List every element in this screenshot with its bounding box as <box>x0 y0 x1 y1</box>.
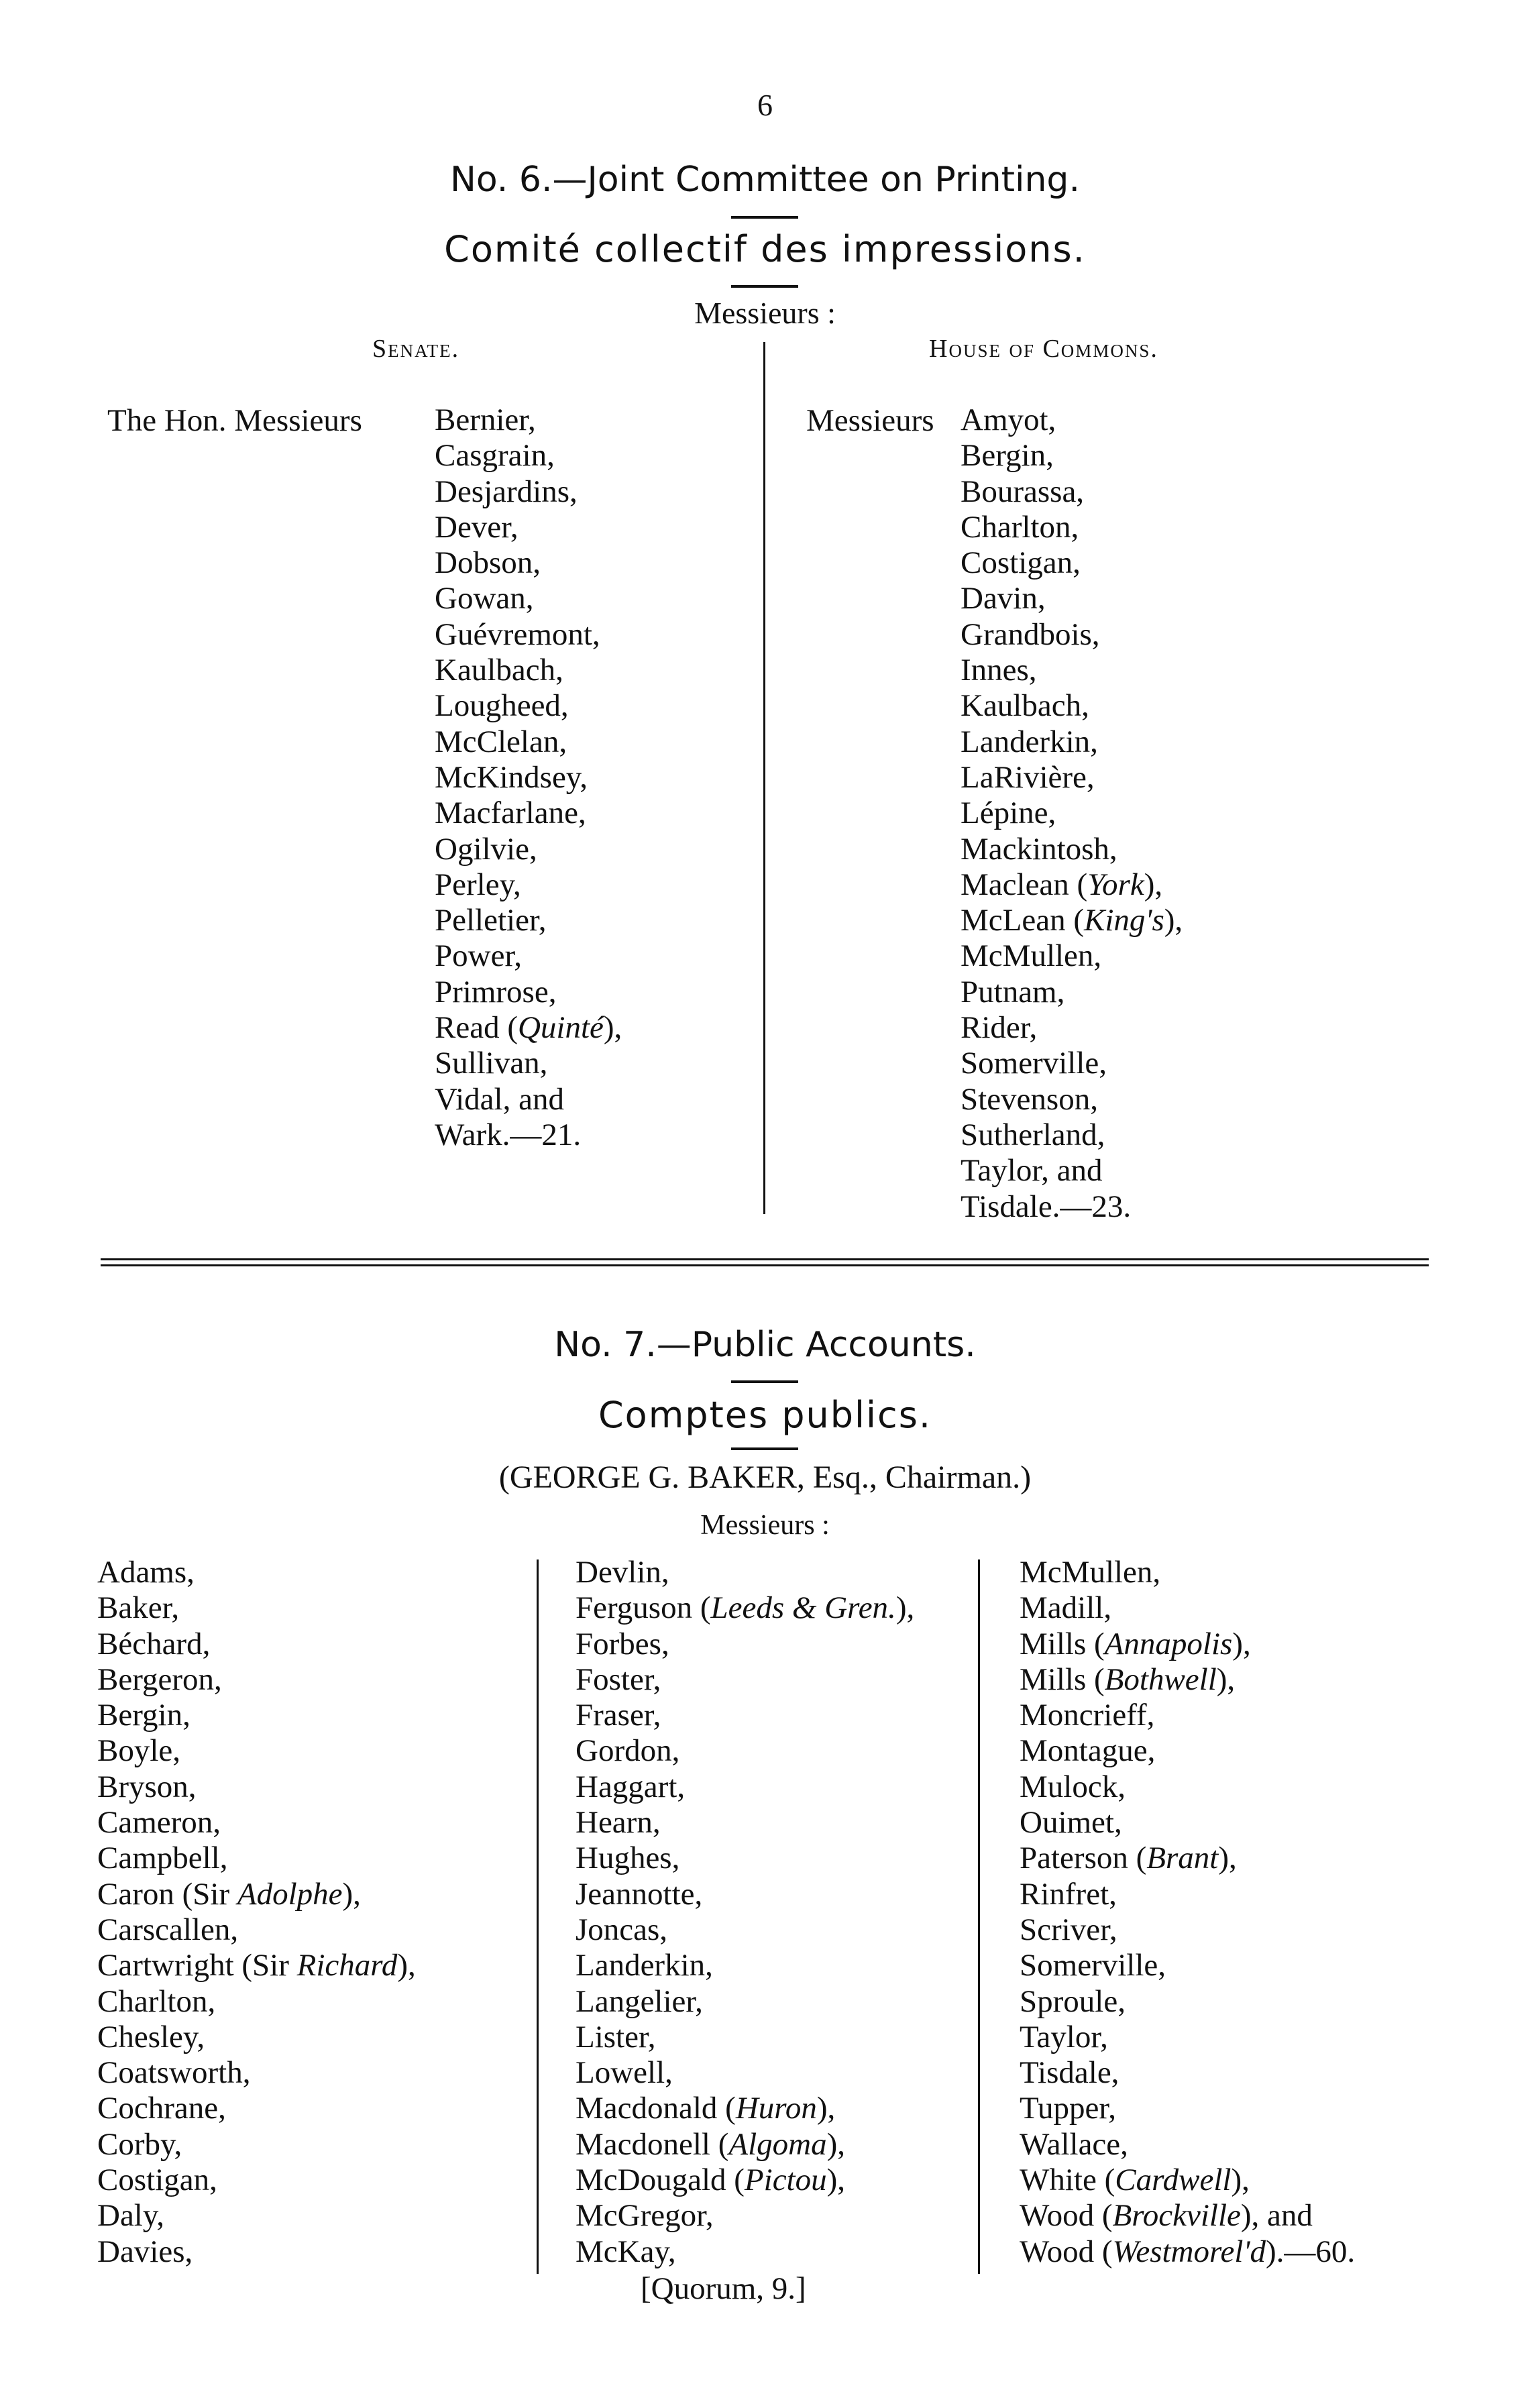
member-name: Read (Quinté), <box>435 1010 622 1046</box>
member-name: Bernier, <box>435 402 536 437</box>
member-name: Mills (Bothwell), <box>1020 1661 1236 1697</box>
member-name: Devlin, <box>576 1555 669 1590</box>
column-divider <box>537 1559 539 2274</box>
member-name: Mackintosh, <box>961 831 1117 867</box>
member-name: Langelier, <box>576 1983 703 2019</box>
committee-7-chairman: (GEORGE G. BAKER, Esq., Chairman.) <box>498 1460 1032 1495</box>
committee-6-subtitle: Comité collectif des impressions. <box>444 228 1086 270</box>
member-name: Charlton, <box>961 509 1079 545</box>
member-name: Rider, <box>961 1010 1038 1046</box>
member-name: Davin, <box>961 581 1046 616</box>
title-divider <box>731 216 798 219</box>
member-name: Jeannotte, <box>576 1876 703 1912</box>
member-name: Macfarlane, <box>435 796 586 831</box>
member-name: Paterson (Brant), <box>1020 1841 1237 1876</box>
member-name: Taylor, and <box>961 1153 1103 1189</box>
committee-6-messieurs: Messieurs : <box>694 296 836 330</box>
member-name: Desjardins, <box>435 474 578 509</box>
commons-heading: House of Commons. <box>929 335 1158 363</box>
member-name: White (Cardwell), <box>1020 2163 1250 2198</box>
member-name: Primrose, <box>435 974 557 1009</box>
committee-7-messieurs: Messieurs : <box>700 1510 830 1541</box>
member-name: McKay, <box>576 2234 676 2269</box>
member-name: Fraser, <box>576 1698 661 1733</box>
member-name: Dever, <box>435 509 518 545</box>
member-name: Caron (Sir Adolphe), <box>97 1876 361 1912</box>
senate-heading: Senate. <box>372 335 460 363</box>
member-name: McMullen, <box>961 938 1102 974</box>
title-divider <box>731 1380 798 1383</box>
member-name: Vidal, and <box>435 1081 564 1117</box>
member-name: Macdonell (Algoma), <box>576 2126 846 2162</box>
member-name: Wood (Westmorel'd).—60. <box>1020 2234 1356 2269</box>
member-name: Chesley, <box>97 2019 205 2055</box>
member-name: Carscallen, <box>97 1912 239 1947</box>
member-name: Lépine, <box>961 796 1056 831</box>
member-name: Maclean (York), <box>961 867 1163 902</box>
member-name: McMullen, <box>1020 1555 1161 1590</box>
member-name: Sullivan, <box>435 1046 548 1081</box>
member-name: Rinfret, <box>1020 1876 1117 1912</box>
commons-prefix: Messieurs <box>806 403 934 438</box>
member-name: Guévremont, <box>435 616 600 652</box>
member-name: Landerkin, <box>961 724 1098 759</box>
member-name: Hughes, <box>576 1841 680 1876</box>
committee-7-subtitle: Comptes publics. <box>598 1394 932 1436</box>
member-name: Innes, <box>961 653 1037 688</box>
member-name: LaRivière, <box>961 759 1095 795</box>
member-name: Adams, <box>97 1555 195 1590</box>
member-name: Wood (Brockville), and <box>1020 2198 1313 2234</box>
member-name: Pelletier, <box>435 903 547 938</box>
member-name: Joncas, <box>576 1912 668 1947</box>
senate-prefix: The Hon. Messieurs <box>107 403 362 438</box>
member-name: Forbes, <box>576 1626 669 1661</box>
member-name: Macdonald (Huron), <box>576 2091 836 2126</box>
column-divider <box>763 342 765 1214</box>
committee-7-title: No. 7.—Public Accounts. <box>554 1325 976 1365</box>
member-name: Stevenson, <box>961 1081 1098 1117</box>
member-name: McLean (King's), <box>961 903 1183 938</box>
member-name: Casgrain, <box>435 438 555 474</box>
member-name: Lowell, <box>576 2055 673 2091</box>
senate-member-list <box>435 402 622 1153</box>
member-name: Bergin, <box>97 1698 190 1733</box>
subtitle-divider <box>731 285 798 288</box>
member-name: McClelan, <box>435 724 567 759</box>
member-name: Cameron, <box>97 1805 221 1841</box>
member-name: Power, <box>435 938 522 974</box>
member-name: Amyot, <box>961 402 1056 437</box>
page-number: 6 <box>757 88 773 122</box>
members-column-1 <box>97 1555 416 2270</box>
member-name: Somerville, <box>1020 1948 1166 1983</box>
member-name: Wark.—21. <box>435 1117 582 1152</box>
members-column-2 <box>576 1555 914 2270</box>
member-name: Montague, <box>1020 1733 1156 1769</box>
member-name: Mills (Annapolis), <box>1020 1626 1251 1661</box>
members-column-3 <box>1020 1555 1355 2270</box>
member-name: Foster, <box>576 1661 661 1697</box>
member-name: Ouimet, <box>1020 1805 1122 1841</box>
member-name: Costigan, <box>961 545 1081 581</box>
member-name: Boyle, <box>97 1733 181 1769</box>
member-name: Scriver, <box>1020 1912 1117 1947</box>
member-name: Dobson, <box>435 545 541 581</box>
member-name: Baker, <box>97 1590 180 1626</box>
member-name: Charlton, <box>97 1983 216 2019</box>
member-name: McDougald (Pictou), <box>576 2163 846 2198</box>
member-name: Corby, <box>97 2126 182 2162</box>
member-name: Ogilvie, <box>435 831 537 867</box>
member-name: Taylor, <box>1020 2019 1108 2055</box>
member-name: Béchard, <box>97 1626 211 1661</box>
member-name: Madill, <box>1020 1590 1112 1626</box>
member-name: Gordon, <box>576 1733 680 1769</box>
member-name: Cartwright (Sir Richard), <box>97 1948 416 1983</box>
member-name: McGregor, <box>576 2198 714 2234</box>
member-name: Sproule, <box>1020 1983 1126 2019</box>
member-name: Moncrieff, <box>1020 1698 1155 1733</box>
member-name: Bergin, <box>961 438 1054 474</box>
member-name: Kaulbach, <box>435 653 563 688</box>
member-name: Perley, <box>435 867 521 902</box>
member-name: Davies, <box>97 2234 193 2269</box>
member-name: Ferguson (Leeds & Gren.), <box>576 1590 915 1626</box>
member-name: Sutherland, <box>961 1117 1105 1152</box>
member-name: Bourassa, <box>961 474 1085 509</box>
commons-member-list <box>961 402 1183 1225</box>
member-name: Daly, <box>97 2198 165 2234</box>
member-name: Haggart, <box>576 1769 686 1804</box>
column-divider <box>978 1559 980 2274</box>
member-name: Kaulbach, <box>961 688 1089 724</box>
quorum-note: [Quorum, 9.] <box>641 2271 806 2306</box>
member-name: Tupper, <box>1020 2091 1116 2126</box>
member-name: Mulock, <box>1020 1769 1126 1804</box>
member-name: McKindsey, <box>435 759 588 795</box>
member-name: Putnam, <box>961 974 1065 1009</box>
member-name: Somerville, <box>961 1046 1107 1081</box>
member-name: Lister, <box>576 2019 656 2055</box>
member-name: Cochrane, <box>97 2091 226 2126</box>
member-name: Bryson, <box>97 1769 197 1804</box>
member-name: Hearn, <box>576 1805 661 1841</box>
section-separator <box>101 1258 1429 1266</box>
member-name: Bergeron, <box>97 1661 222 1697</box>
member-name: Coatsworth, <box>97 2055 251 2091</box>
member-name: Tisdale, <box>1020 2055 1119 2091</box>
member-name: Lougheed, <box>435 688 569 724</box>
member-name: Campbell, <box>97 1841 228 1876</box>
member-name: Wallace, <box>1020 2126 1128 2162</box>
subtitle-divider <box>731 1447 798 1450</box>
member-name: Landerkin, <box>576 1948 713 1983</box>
member-name: Costigan, <box>97 2163 217 2198</box>
member-name: Grandbois, <box>961 616 1100 652</box>
member-name: Tisdale.—23. <box>961 1189 1132 1224</box>
member-name: Gowan, <box>435 581 534 616</box>
committee-6-title: No. 6.—Joint Committee on Printing. <box>450 160 1080 200</box>
